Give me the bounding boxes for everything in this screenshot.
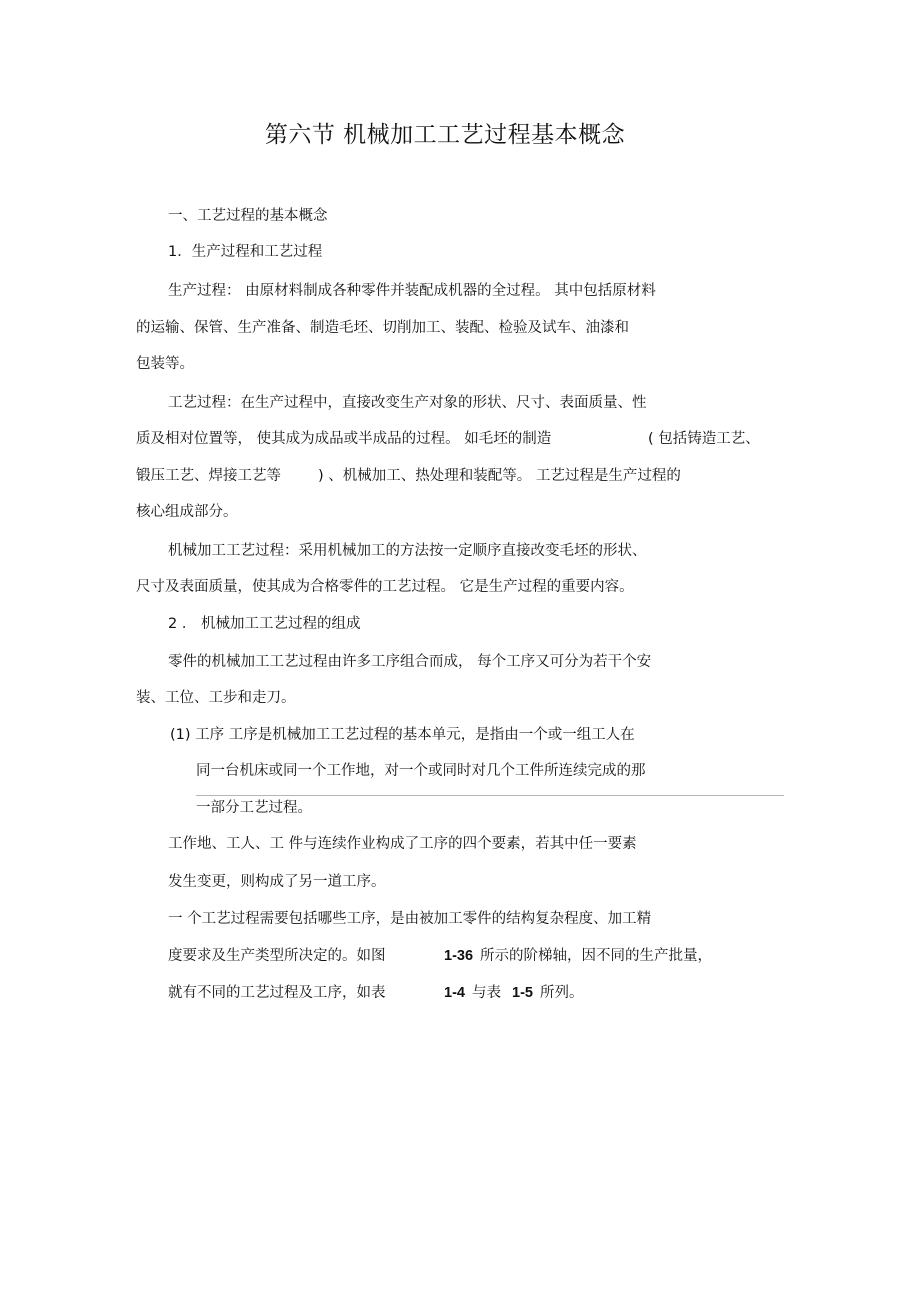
paragraph-line: 机械加工工艺过程：采用机械加工的方法按一定顺序直接改变毛坯的形状、 [168, 543, 647, 559]
paragraph-line: 核心组成部分。 [136, 504, 238, 520]
table-reference: 1-4 [444, 985, 465, 1001]
paragraph-line: 包装等。 [136, 356, 194, 372]
paragraph-line: 工作地、工人、工 件与连续作业构成了工序的四个要素，若其中任一要素 [168, 836, 637, 852]
paragraph-line: 所示的阶梯轴，因不同的生产批量， [480, 948, 712, 964]
paragraph-line: ) 、机械加工、热处理和装配等。 工艺过程是生产过程的 [318, 468, 681, 484]
horizontal-rule [196, 795, 784, 796]
heading-level2: 2 ． 机械加工工艺过程的组成 [168, 616, 361, 632]
section-title: 第六节 机械加工工艺过程基本概念 [264, 122, 626, 148]
paragraph-line: 的运输、保管、生产准备、制造毛坯、切削加工、装配、检验及试车、油漆和 [136, 320, 629, 336]
paragraph-line: 零件的机械加工工艺过程由许多工序组合而成， 每个工序又可分为若干个安 [168, 654, 652, 670]
paragraph-line: 就有不同的工艺过程及工序，如表 [168, 985, 386, 1001]
paragraph-line: 与表 [472, 985, 501, 1001]
paragraph-line: 质及相对位置等， 使其成为成品或半成品的过程。 如毛坯的制造 [136, 431, 552, 447]
paragraph-line: 发生变更，则构成了另一道工序。 [168, 874, 386, 890]
paragraph-line: 生产过程： 由原材料制成各种零件并装配成机器的全过程。 其中包括原材料 [168, 283, 656, 299]
list-item-line: (1) 工序 工序是机械加工工艺过程的基本单元，是指由一个或一组工人在 [170, 727, 635, 743]
figure-reference: 1-36 [444, 948, 474, 964]
paragraph-line: 所列。 [540, 985, 584, 1001]
list-item-line: 一部分工艺过程。 [196, 800, 312, 816]
paragraph-line: 尺寸及表面质量，使其成为合格零件的工艺过程。 它是生产过程的重要内容。 [136, 579, 634, 595]
paragraph-line: 装、工位、工步和走刀。 [136, 690, 296, 706]
heading-level1: 一、工艺过程的基本概念 [168, 208, 328, 224]
paragraph-line: 工艺过程：在生产过程中，直接改变生产对象的形状、尺寸、表面质量、性 [168, 395, 647, 411]
paragraph-line: 锻压工艺、焊接工艺等 [136, 468, 281, 484]
paragraph-line: ( 包括铸造工艺、 [648, 431, 760, 447]
paragraph-line: 一 个工艺过程需要包括哪些工序，是由被加工零件的结构复杂程度、加工精 [168, 911, 652, 927]
heading-level2: 1．生产过程和工艺过程 [168, 244, 323, 260]
paragraph-line: 度要求及生产类型所决定的。如图 [168, 948, 386, 964]
list-item-line: 同一台机床或同一个工作地，对一个或同时对几个工件所连续完成的那 [196, 763, 646, 779]
table-reference: 1-5 [512, 985, 533, 1001]
